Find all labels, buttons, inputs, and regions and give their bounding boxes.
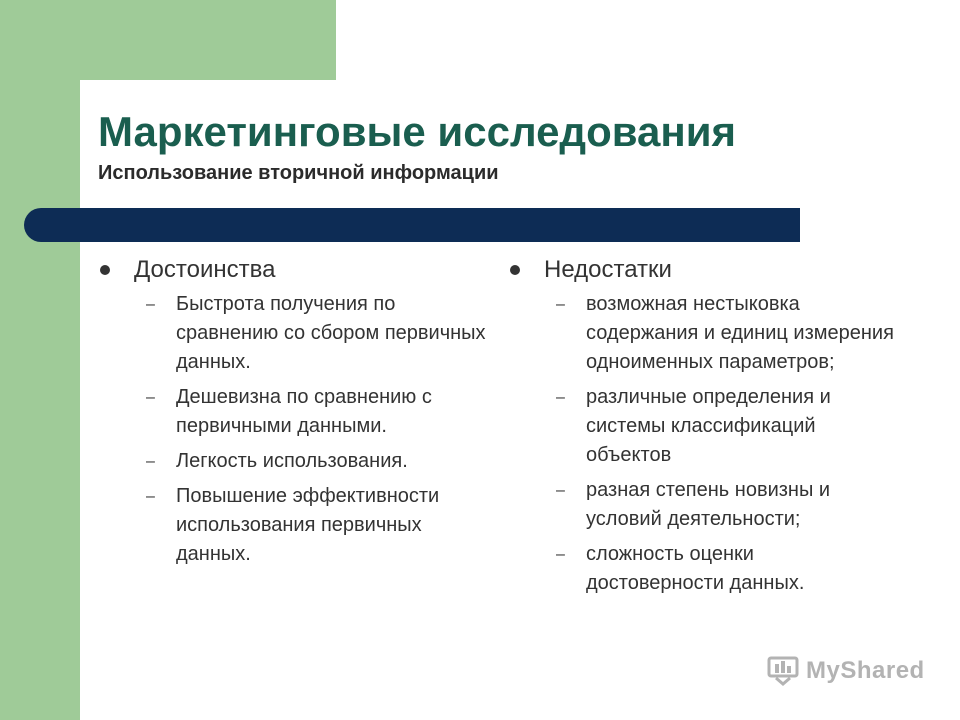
slide-title: Маркетинговые исследования [98, 108, 737, 155]
list-item-text: разная степень новизны и условий деятельности; [586, 479, 831, 530]
list-item [556, 540, 908, 598]
dash-icon: – [146, 389, 155, 406]
list-item [146, 482, 488, 569]
list-item-text: возможная нестыковка содержания и единиц измерения одноименных параметров; [586, 293, 894, 373]
dash-icon: – [556, 296, 565, 313]
advantages-heading: Достоинства [134, 256, 276, 283]
bullet-icon [100, 265, 110, 275]
list-item-text: различные определения и системы классификаций объектов [586, 386, 831, 466]
list-item [556, 383, 908, 470]
list-item [556, 476, 908, 534]
list-item-text: Дешевизна по сравнению с первичными данными. [176, 386, 432, 437]
divider-bar [24, 208, 800, 242]
advantages-heading-row [98, 256, 488, 284]
slide-subtitle: Использование вторичной информации [98, 162, 499, 184]
disadvantages-heading-row [508, 256, 908, 284]
myshared-logo-icon [766, 656, 800, 686]
disadvantages-column [508, 256, 908, 604]
dash-icon: – [556, 482, 565, 499]
list-item [146, 383, 488, 441]
advantages-column [98, 256, 488, 575]
list-item-text: Быстрота получения по сравнению со сбором первичных данных. [176, 293, 486, 373]
bullet-icon [510, 265, 520, 275]
list-item-text: сложность оценки достоверности данных. [586, 543, 805, 594]
dash-icon: – [556, 546, 565, 563]
watermark [766, 656, 925, 686]
dash-icon: – [556, 389, 565, 406]
dash-icon: – [146, 296, 155, 313]
dash-icon: – [146, 488, 155, 505]
disadvantages-heading: Недостатки [544, 256, 672, 283]
list-item [146, 447, 488, 476]
list-item [146, 290, 488, 377]
list-item-text: Повышение эффективности использования первичных данных. [176, 485, 440, 565]
watermark-text: MyShared [806, 657, 925, 684]
dash-icon: – [146, 453, 155, 470]
list-item [556, 290, 908, 377]
background-green-top [0, 0, 336, 80]
background-green-left [0, 0, 80, 720]
list-item-text: Легкость использования. [176, 450, 408, 472]
